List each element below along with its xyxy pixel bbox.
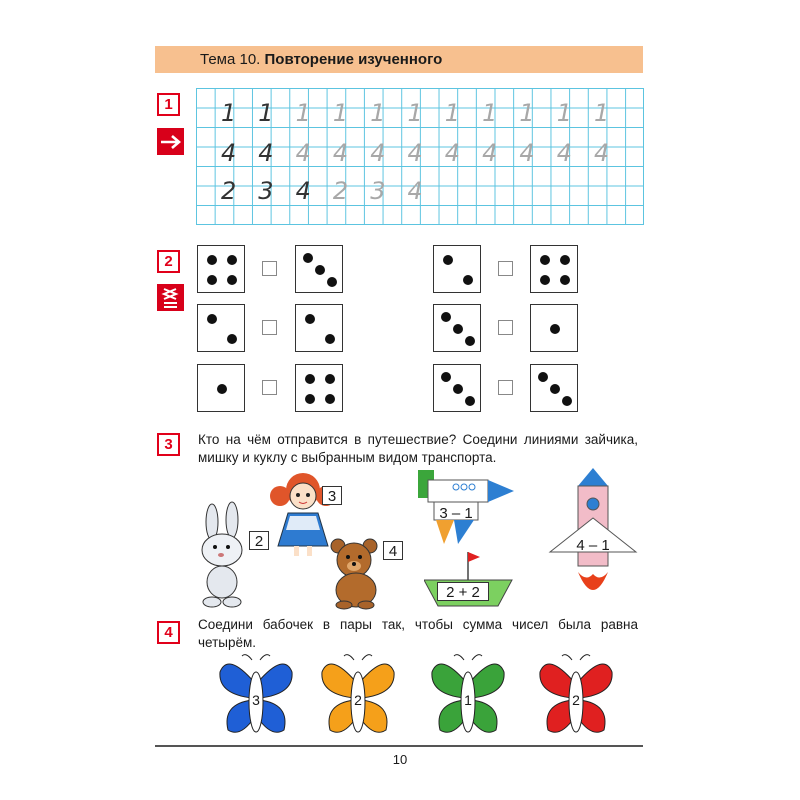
die-left — [197, 364, 245, 412]
bunny-figure[interactable] — [190, 500, 250, 615]
die-pip — [441, 372, 451, 382]
butterfly-number: 1 — [464, 692, 472, 708]
die-left — [433, 245, 481, 293]
grid-digit: 3 — [258, 177, 274, 205]
die-pip — [560, 275, 570, 285]
task-3-number: 3 — [157, 433, 180, 456]
die-pip — [327, 277, 337, 287]
task-1-number: 1 — [157, 93, 180, 116]
die-pip — [305, 314, 315, 324]
die-pip — [207, 275, 217, 285]
compare-answer-box[interactable] — [262, 261, 277, 276]
butterfly-number: 3 — [252, 692, 260, 708]
die-right — [295, 245, 343, 293]
die-right — [295, 304, 343, 352]
butterfly-number: 2 — [354, 692, 362, 708]
grid-digit: 1 — [444, 99, 461, 127]
topic-title — [200, 51, 442, 68]
grid-digit: 2 — [332, 177, 349, 205]
die-pip — [227, 255, 237, 265]
bear-label: 4 — [383, 541, 403, 560]
grid-digit: 4 — [295, 139, 311, 167]
topic-name: Повторение изученного — [264, 51, 443, 68]
grid-digit: 4 — [370, 139, 386, 167]
die-pip — [303, 253, 313, 263]
airplane-label: 3 – 1 — [439, 505, 473, 522]
grid-digit: 1 — [332, 99, 349, 127]
die-left — [433, 364, 481, 412]
compare-answer-box[interactable] — [262, 320, 277, 335]
task-4-number: 4 — [157, 621, 180, 644]
grid-digit: 1 — [556, 99, 572, 127]
rocket-label: 4 – 1 — [576, 537, 610, 554]
grid-digit: 4 — [519, 139, 535, 167]
task-4-text: Соедини бабочек в пары так, чтобы сумма чисел была равна четырём. — [198, 617, 638, 650]
grid-digit: 3 — [370, 177, 386, 205]
die-pip — [453, 384, 463, 394]
grid-digit: 1 — [221, 99, 237, 127]
die-right — [295, 364, 343, 412]
die-left — [197, 245, 245, 293]
die-pip — [453, 324, 463, 334]
die-pip — [540, 275, 550, 285]
arrow-right-icon — [157, 128, 184, 155]
die-pip — [550, 324, 560, 334]
die-pip — [538, 372, 548, 382]
grid-digit: 4 — [407, 177, 423, 205]
die-pip — [227, 275, 237, 285]
topic-prefix: Тема 10. — [200, 51, 261, 68]
boat-label: 2 + 2 — [437, 582, 489, 601]
grid-digit: 1 — [295, 99, 311, 127]
die-pip — [443, 255, 453, 265]
grid-digit: 1 — [370, 99, 386, 127]
die-left — [433, 304, 481, 352]
task-2-number: 2 — [157, 250, 180, 273]
die-pip — [207, 255, 217, 265]
grid-digit: 1 — [258, 99, 274, 127]
die-pip — [305, 394, 315, 404]
die-pip — [550, 384, 560, 394]
grid-digit: 4 — [482, 139, 498, 167]
die-pip — [540, 255, 550, 265]
die-pip — [227, 334, 237, 344]
grid-digit: 4 — [295, 177, 311, 205]
butterfly-number: 2 — [572, 692, 580, 708]
grid-digit: 4 — [556, 139, 572, 167]
die-pip — [325, 374, 335, 384]
grid-digit: 4 — [594, 139, 610, 167]
bunny-label: 2 — [249, 531, 269, 550]
die-pip — [315, 265, 325, 275]
die-pip — [560, 255, 570, 265]
die-right — [530, 304, 578, 352]
butterfly[interactable] — [320, 652, 396, 747]
die-pip — [441, 312, 451, 322]
compare-answer-box[interactable] — [498, 261, 513, 276]
grid-digit: 2 — [221, 177, 237, 205]
die-pip — [207, 314, 217, 324]
butterfly[interactable] — [538, 652, 614, 747]
grid-digit: 4 — [407, 139, 423, 167]
die-left — [197, 304, 245, 352]
die-pip — [325, 334, 335, 344]
die-right — [530, 245, 578, 293]
footer-divider — [155, 745, 643, 747]
grid-digit: 1 — [519, 99, 535, 127]
die-pip — [305, 374, 315, 384]
compare-answer-box[interactable] — [498, 380, 513, 395]
doll-label: 3 — [322, 486, 342, 505]
die-right — [530, 364, 578, 412]
butterfly[interactable] — [218, 652, 294, 747]
die-pip — [325, 394, 335, 404]
grid-digit: 4 — [444, 139, 461, 167]
die-pip — [562, 396, 572, 406]
bear-figure[interactable] — [326, 538, 386, 615]
die-pip — [465, 396, 475, 406]
die-pip — [217, 384, 227, 394]
grid-digit: 1 — [594, 99, 610, 127]
die-pip — [463, 275, 473, 285]
task-3-text: Кто на чём отправится в путешествие? Соедини линиями зайчика, мишку и куклу с выбранным видом транспорта. — [198, 432, 638, 465]
grid-digit: 1 — [482, 99, 498, 127]
butterfly[interactable] — [430, 652, 506, 747]
page-number: 10 — [392, 752, 408, 767]
die-pip — [465, 336, 475, 346]
grid-digit: 4 — [221, 139, 237, 167]
compare-answer-box[interactable] — [498, 320, 513, 335]
compare-answer-box[interactable] — [262, 380, 277, 395]
grid-digit: 4 — [258, 139, 274, 167]
grid-digit: 4 — [332, 139, 349, 167]
grid-digit: 1 — [407, 99, 423, 127]
compare-sign-icon — [157, 284, 184, 311]
